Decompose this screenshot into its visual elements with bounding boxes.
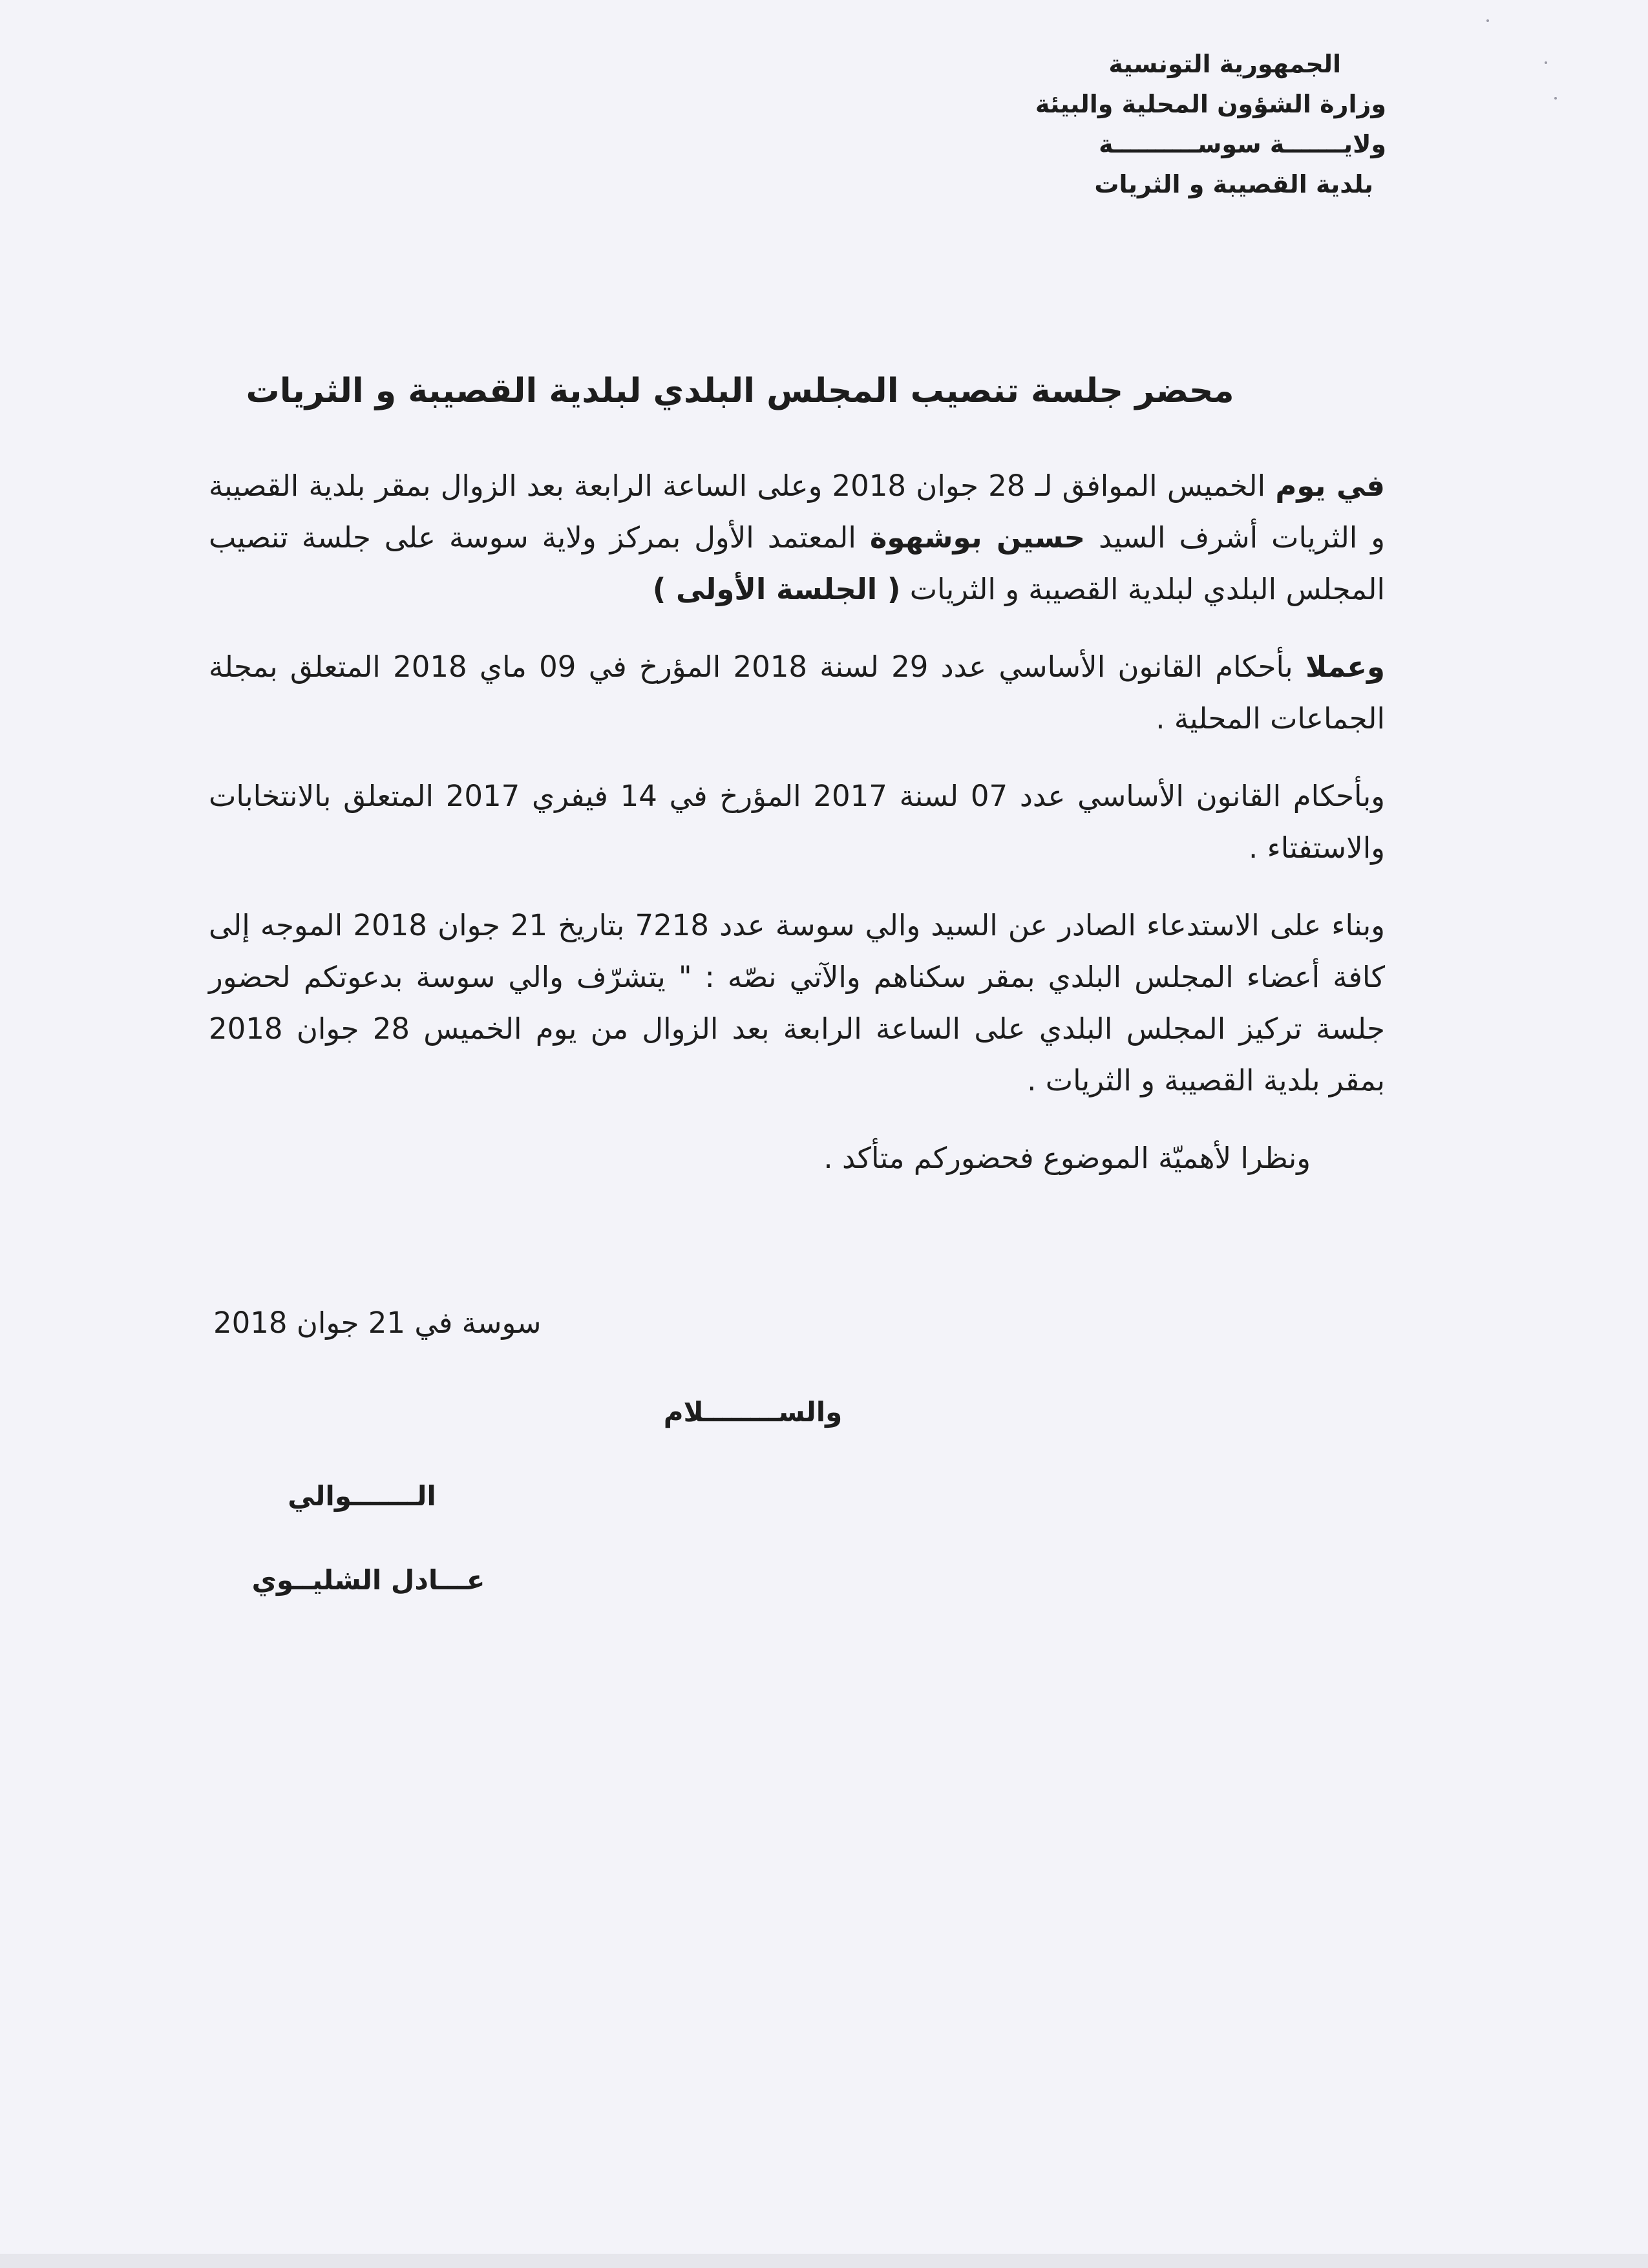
letterhead-country: الجمهورية التونسية [1108, 50, 1341, 78]
scan-speck [1486, 19, 1489, 22]
document-title: محضر جلسة تنصيب المجلس البلدي لبلدية القصيبة و الثريات [246, 372, 1234, 410]
letterhead [934, 44, 1386, 204]
session-label: ( الجلسة الأولى ) [652, 572, 901, 606]
signatory-title: الـــــــوالي [288, 1480, 436, 1512]
scan-speck [1554, 97, 1557, 100]
paragraph-5: ونظرا لأهميّة الموضوع فحضوركم متأكد . [823, 1141, 1311, 1175]
letterhead-municipality: بلدية القصيبة و الثريات [1094, 170, 1373, 198]
paragraph-1 [209, 460, 1385, 615]
paragraph-3: وبأحكام القانون الأساسي عدد 07 لسنة 2017 المؤرخ في 14 فيفري 2017 المتعلق بالانتخابات والاستفتاء . [209, 779, 1386, 865]
letterhead-governorate: ولايـــــــة سوســــــــــة [1099, 130, 1386, 158]
scan-edge [0, 2254, 1648, 2268]
paragraph-2 [209, 641, 1385, 745]
paragraph-1-text-a: الخميس الموافق لـ 28 جوان 2018 وعلى الساعة الرابعة بعد الزوال بمقر بلدية القصيبة و الثريات أشرف السيد [209, 469, 1385, 555]
scan-speck [1545, 61, 1547, 64]
delegate-name: حسين بوشهوة [869, 520, 1086, 555]
paragraph-1-text-b: المعتمد الأول بمركز ولاية سوسة على جلسة تنصيب المجلس البلدي لبلدية القصيبة و الثريات [209, 520, 1385, 606]
paragraph-2-text: بأحكام القانون الأساسي عدد 29 لسنة 2018 المؤرخ في 09 ماي 2018 المتعلق بمجلة الجماعات المحلية . [209, 650, 1385, 736]
document-body [209, 460, 1385, 1210]
signatory-name: عـــادل الشليــوي [251, 1564, 485, 1596]
paragraph-2-lead: وعملا [1305, 650, 1386, 684]
letterhead-ministry: وزارة الشؤون المحلية والبيئة [1035, 90, 1386, 118]
paragraph-1-lead: في يوم [1275, 469, 1385, 503]
salutation: والســــــــلام [663, 1396, 843, 1428]
date-line: سوسة في 21 جوان 2018 [213, 1306, 542, 1340]
paragraph-4: وبناء على الاستدعاء الصادر عن السيد والي سوسة عدد 7218 بتاريخ 21 جوان 2018 الموجه إلى كافة أعضاء المجلس البلدي بمقر سكناهم والآتي نصّه : " يتشرّف والي سوسة بدعوتكم لحضور جلسة تركيز المجلس البلدي على الساعة الرابعة بعد الزوال من يوم الخميس 28 جوان 2018 بمقر بلدية القصيبة و الثريات . [209, 908, 1385, 1097]
